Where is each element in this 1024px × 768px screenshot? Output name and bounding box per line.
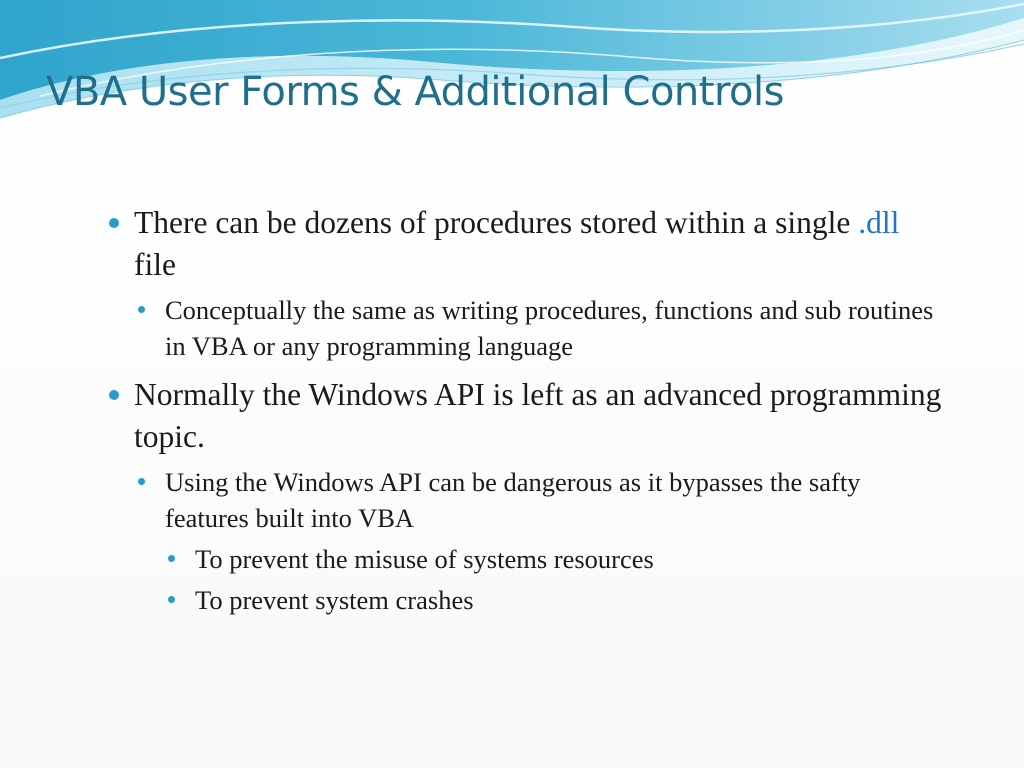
sub-bullet-text: Using the Windows API can be dangerous as it bypasses the safty features built into VBA: [165, 467, 861, 533]
bullet-text-before: There can be dozens of procedures stored within a single: [134, 205, 859, 240]
bullet-item: [104, 202, 944, 286]
sub-bullet-text: Conceptually the same as writing procedures, functions and sub routines in VBA or any programming language: [165, 295, 934, 361]
sub-bullet-dot-icon: [138, 306, 145, 313]
sub-sub-bullet-text: To prevent system crashes: [195, 585, 474, 615]
sub-bullet-item: [135, 464, 944, 536]
sub-bullet-dot-icon: [138, 478, 145, 485]
slide-title: VBA User Forms & Additional Controls: [46, 69, 784, 115]
bullet-dot-icon: [109, 390, 119, 400]
sub-bullet-item: [135, 292, 944, 364]
bullet-text: [134, 205, 899, 282]
bullet-item: [104, 374, 944, 458]
bullet-text-after: file: [134, 247, 176, 282]
sub-sub-bullet-item: [165, 582, 944, 618]
bullet-dot-icon: [109, 218, 119, 228]
sub-sub-bullet-item: [165, 541, 944, 577]
sub-sub-bullet-text: To prevent the misuse of systems resources: [195, 544, 654, 574]
dll-highlight: .dll: [858, 205, 900, 240]
sub-sub-bullet-dot-icon: [168, 555, 175, 562]
sub-sub-bullet-dot-icon: [168, 596, 175, 603]
bullet-list: [104, 202, 944, 618]
bullet-text: Normally the Windows API is left as an advanced programming topic.: [134, 377, 942, 454]
